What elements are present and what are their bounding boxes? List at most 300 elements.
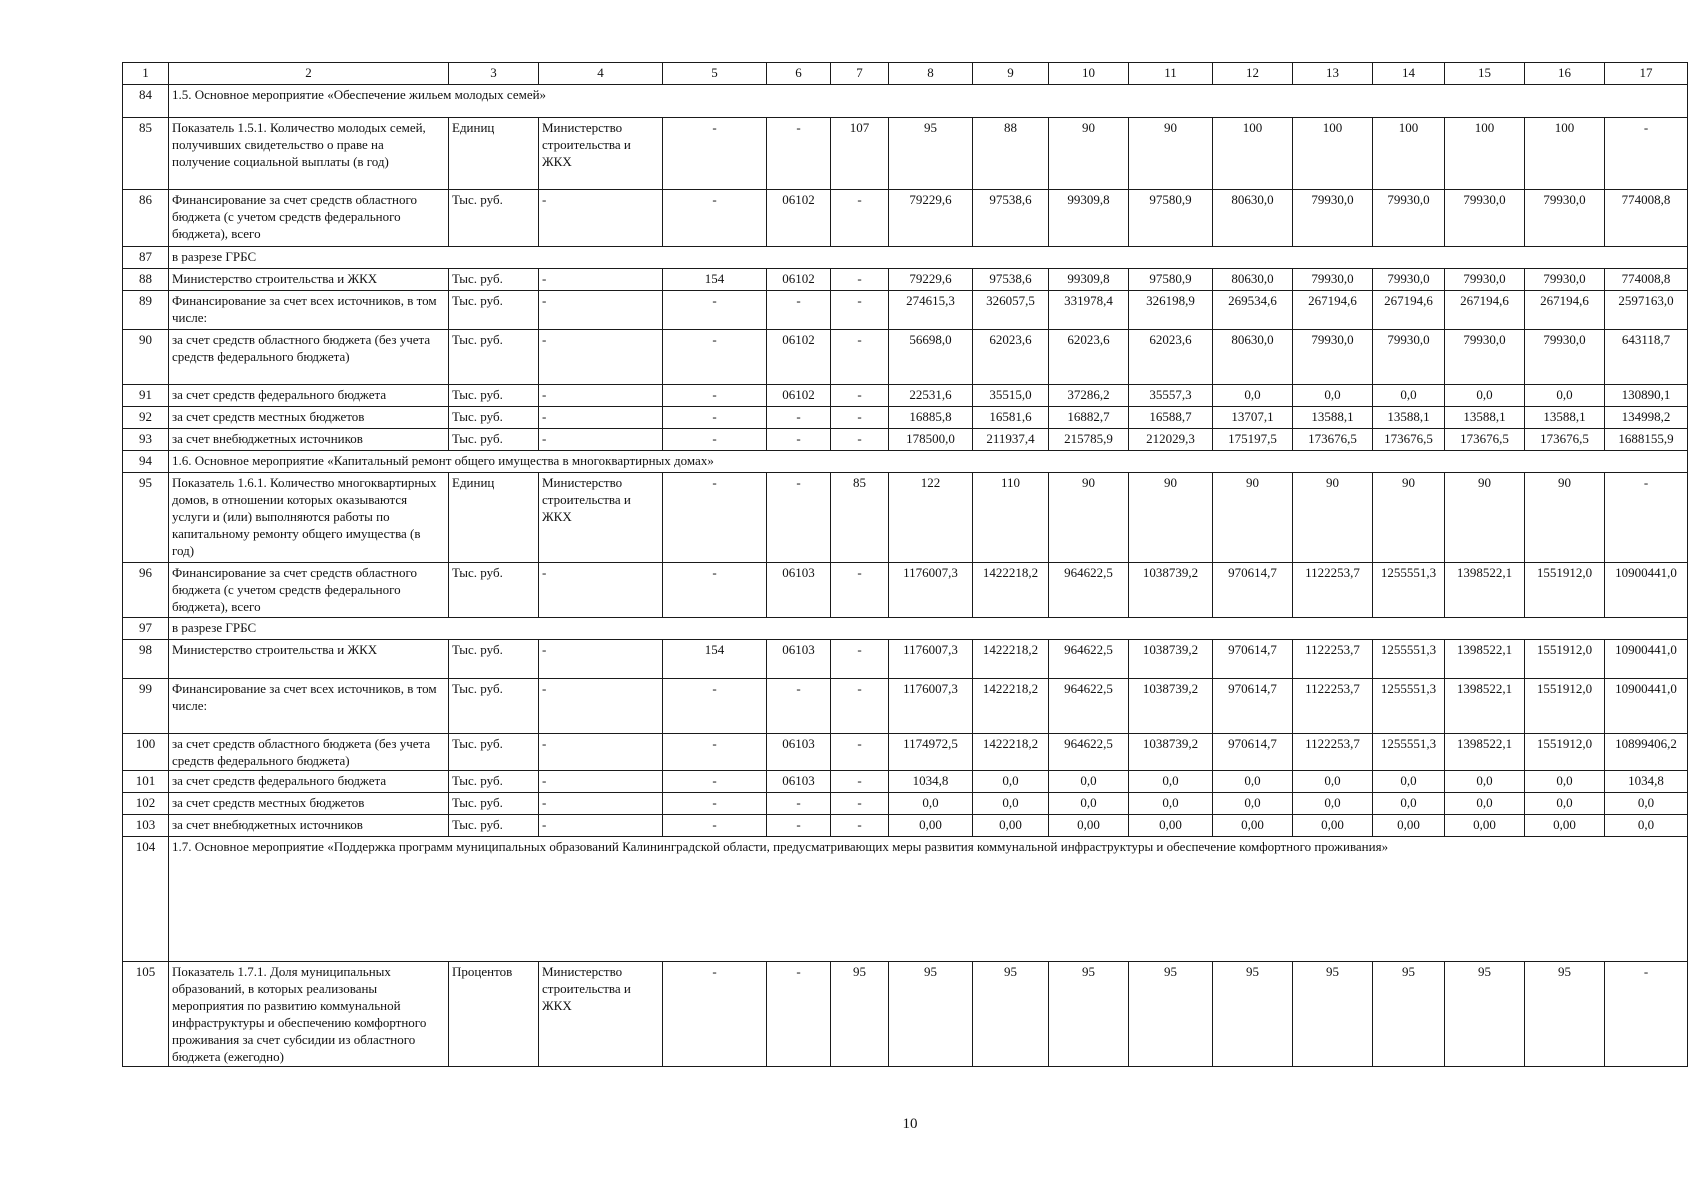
table-cell: 1398522,1: [1445, 679, 1525, 734]
table-cell: -: [539, 771, 663, 793]
table-cell: 79930,0: [1445, 190, 1525, 247]
row-number: 86: [123, 190, 169, 247]
table-cell: 16885,8: [889, 407, 973, 429]
table-cell: -: [663, 962, 767, 1067]
table-cell: 1176007,3: [889, 640, 973, 679]
table-cell: 95: [1129, 962, 1213, 1067]
table-cell: 79930,0: [1445, 269, 1525, 291]
table-cell: 88: [973, 118, 1049, 190]
table-cell: 1122253,7: [1293, 563, 1373, 618]
table-cell: 267194,6: [1445, 291, 1525, 330]
row-number: 85: [123, 118, 169, 190]
table-cell: 134998,2: [1605, 407, 1688, 429]
table-cell: -: [831, 640, 889, 679]
table-cell: 0,0: [1373, 771, 1445, 793]
row-number: 99: [123, 679, 169, 734]
table-cell: 97580,9: [1129, 269, 1213, 291]
table-cell: -: [663, 815, 767, 837]
table-cell: -: [831, 330, 889, 385]
table-cell: 100: [1525, 118, 1605, 190]
table-cell: 10899406,2: [1605, 734, 1688, 771]
table-cell: 0,0: [1129, 793, 1213, 815]
table-cell: Тыс. руб.: [449, 640, 539, 679]
table-cell: -: [831, 771, 889, 793]
table-row: [123, 618, 1688, 640]
table-cell: 110: [973, 473, 1049, 563]
row-label: Финансирование за счет средств областного бюджета (с учетом средств федерального бюджета), всего: [169, 190, 449, 247]
table-cell: 10900441,0: [1605, 640, 1688, 679]
section-title: в разрезе ГРБС: [169, 247, 1688, 269]
table-cell: 95: [1293, 962, 1373, 1067]
table-cell: 0,0: [1525, 385, 1605, 407]
table-row: [123, 473, 1688, 563]
table-cell: 35557,3: [1129, 385, 1213, 407]
table-cell: 1176007,3: [889, 679, 973, 734]
row-label: за счет средств областного бюджета (без учета средств федерального бюджета): [169, 330, 449, 385]
row-number: 97: [123, 618, 169, 640]
table-cell: -: [831, 291, 889, 330]
row-label: за счет внебюджетных источников: [169, 429, 449, 451]
table-cell: -: [663, 190, 767, 247]
table-row: [123, 429, 1688, 451]
table-cell: 90: [1129, 473, 1213, 563]
table-cell: 0,0: [1605, 815, 1688, 837]
table-cell: 964622,5: [1049, 640, 1129, 679]
row-label: за счет средств местных бюджетов: [169, 407, 449, 429]
table-cell: -: [831, 269, 889, 291]
table-cell: 95: [973, 962, 1049, 1067]
table-cell: 0,00: [1213, 815, 1293, 837]
table-cell: 62023,6: [1129, 330, 1213, 385]
row-number: 90: [123, 330, 169, 385]
table-cell: 13588,1: [1525, 407, 1605, 429]
table-cell: 1255551,3: [1373, 563, 1445, 618]
table-cell: 1688155,9: [1605, 429, 1688, 451]
table-cell: 0,0: [973, 771, 1049, 793]
table-cell: 774008,8: [1605, 190, 1688, 247]
row-label: Министерство строительства и ЖКХ: [169, 640, 449, 679]
section-title: 1.7. Основное мероприятие «Поддержка программ муниципальных образований Калининградской области, предусматривающих меры развития коммунальной инфраструктуры и обеспечение комфортного проживания»: [169, 837, 1688, 962]
table-cell: 0,0: [1445, 385, 1525, 407]
row-label: за счет внебюджетных источников: [169, 815, 449, 837]
page-number: 10: [902, 1116, 918, 1132]
table-cell: 06103: [767, 563, 831, 618]
table-cell: 0,00: [1373, 815, 1445, 837]
row-number: 104: [123, 837, 169, 962]
table-cell: -: [831, 385, 889, 407]
table-row: [123, 563, 1688, 618]
table-cell: 62023,6: [1049, 330, 1129, 385]
table-cell: -: [663, 793, 767, 815]
table-cell: 62023,6: [973, 330, 1049, 385]
table-cell: 0,0: [1049, 793, 1129, 815]
table-cell: 13588,1: [1445, 407, 1525, 429]
header-cell: 3: [449, 63, 539, 85]
table-cell: 1174972,5: [889, 734, 973, 771]
table-cell: -: [663, 771, 767, 793]
table-cell: -: [1605, 118, 1688, 190]
table-cell: 0,0: [1525, 793, 1605, 815]
table-cell: 79930,0: [1525, 269, 1605, 291]
row-number: 94: [123, 451, 169, 473]
table-cell: 1551912,0: [1525, 640, 1605, 679]
table-cell: Министерство строительства и ЖКХ: [539, 962, 663, 1067]
row-number: 87: [123, 247, 169, 269]
table-cell: 0,0: [1049, 771, 1129, 793]
table-cell: 35515,0: [973, 385, 1049, 407]
table-cell: 1422218,2: [973, 679, 1049, 734]
table-cell: 0,00: [1445, 815, 1525, 837]
row-number: 88: [123, 269, 169, 291]
table-cell: 212029,3: [1129, 429, 1213, 451]
table-cell: 0,0: [1373, 385, 1445, 407]
table-cell: 274615,3: [889, 291, 973, 330]
table-cell: 06102: [767, 269, 831, 291]
table-cell: 16588,7: [1129, 407, 1213, 429]
table-cell: 326057,5: [973, 291, 1049, 330]
table-cell: Тыс. руб.: [449, 190, 539, 247]
table-row: [123, 734, 1688, 771]
table-cell: 90: [1213, 473, 1293, 563]
table-cell: -: [663, 563, 767, 618]
table-cell: Министерство строительства и ЖКХ: [539, 473, 663, 563]
table-row: [123, 330, 1688, 385]
table-cell: 16882,7: [1049, 407, 1129, 429]
table-cell: -: [539, 269, 663, 291]
row-label: Показатель 1.7.1. Доля муниципальных образований, в которых реализованы мероприятия по развитию коммунальной инфраструктуры и обеспечению комфортного проживания за счет субсидии из областного бюджета (ежегодно): [169, 962, 449, 1067]
table-cell: Единиц: [449, 473, 539, 563]
row-number: 105: [123, 962, 169, 1067]
table-cell: 06102: [767, 385, 831, 407]
header-cell: 10: [1049, 63, 1129, 85]
table-cell: 1038739,2: [1129, 563, 1213, 618]
table-cell: 90: [1049, 473, 1129, 563]
table-cell: 0,0: [973, 793, 1049, 815]
table-cell: -: [663, 734, 767, 771]
table-cell: 267194,6: [1373, 291, 1445, 330]
table-cell: 1422218,2: [973, 734, 1049, 771]
row-number: 93: [123, 429, 169, 451]
table-cell: 178500,0: [889, 429, 973, 451]
table-cell: Процентов: [449, 962, 539, 1067]
table-cell: 79229,6: [889, 269, 973, 291]
table-cell: Тыс. руб.: [449, 330, 539, 385]
table-cell: Тыс. руб.: [449, 385, 539, 407]
table-cell: 1398522,1: [1445, 640, 1525, 679]
table-cell: 173676,5: [1373, 429, 1445, 451]
table-cell: 0,0: [1129, 771, 1213, 793]
header-cell: 14: [1373, 63, 1445, 85]
table-cell: -: [539, 640, 663, 679]
table-cell: Тыс. руб.: [449, 734, 539, 771]
table-cell: -: [539, 385, 663, 407]
table-cell: 95: [1445, 962, 1525, 1067]
table-cell: 331978,4: [1049, 291, 1129, 330]
table-row: [123, 962, 1688, 1067]
table-cell: 1034,8: [1605, 771, 1688, 793]
table-cell: Тыс. руб.: [449, 407, 539, 429]
table-cell: 85: [831, 473, 889, 563]
table-cell: 970614,7: [1213, 734, 1293, 771]
table-cell: -: [663, 385, 767, 407]
table-cell: -: [539, 563, 663, 618]
table-cell: 06103: [767, 734, 831, 771]
table-row: [123, 793, 1688, 815]
header-cell: 5: [663, 63, 767, 85]
table-cell: Тыс. руб.: [449, 563, 539, 618]
table-row: [123, 771, 1688, 793]
table-cell: 1551912,0: [1525, 734, 1605, 771]
table-cell: 173676,5: [1293, 429, 1373, 451]
row-number: 96: [123, 563, 169, 618]
table-cell: 1398522,1: [1445, 563, 1525, 618]
table-cell: 99309,8: [1049, 190, 1129, 247]
table-cell: 970614,7: [1213, 679, 1293, 734]
table-cell: -: [1605, 962, 1688, 1067]
table-cell: 79930,0: [1293, 330, 1373, 385]
table-row: [123, 269, 1688, 291]
table-cell: 0,0: [1293, 385, 1373, 407]
table-row: [123, 679, 1688, 734]
table-cell: -: [663, 118, 767, 190]
table-row: [123, 407, 1688, 429]
row-number: 84: [123, 85, 169, 118]
table-cell: 90: [1049, 118, 1129, 190]
table-cell: 964622,5: [1049, 679, 1129, 734]
table-cell: 0,0: [1213, 771, 1293, 793]
program-table: [122, 62, 1688, 1067]
row-number: 98: [123, 640, 169, 679]
table-cell: -: [663, 330, 767, 385]
table-cell: 79930,0: [1525, 190, 1605, 247]
table-cell: 0,00: [889, 815, 973, 837]
header-cell: 16: [1525, 63, 1605, 85]
table-cell: -: [539, 734, 663, 771]
header-cell: 17: [1605, 63, 1688, 85]
table-cell: -: [831, 407, 889, 429]
row-label: Финансирование за счет всех источников, в том числе:: [169, 679, 449, 734]
table-cell: 1038739,2: [1129, 640, 1213, 679]
table-cell: 97538,6: [973, 190, 1049, 247]
table-cell: 13588,1: [1373, 407, 1445, 429]
table-cell: -: [539, 190, 663, 247]
header-row: [123, 63, 1688, 85]
table-cell: 100: [1445, 118, 1525, 190]
row-label: Министерство строительства и ЖКХ: [169, 269, 449, 291]
table-cell: 0,00: [1525, 815, 1605, 837]
table-cell: Тыс. руб.: [449, 291, 539, 330]
table-cell: -: [663, 679, 767, 734]
table-row: [123, 451, 1688, 473]
table-cell: -: [539, 330, 663, 385]
table-cell: 79930,0: [1373, 330, 1445, 385]
table-cell: 267194,6: [1293, 291, 1373, 330]
table-cell: 79930,0: [1293, 190, 1373, 247]
table-cell: 10900441,0: [1605, 563, 1688, 618]
table-cell: Тыс. руб.: [449, 771, 539, 793]
table-cell: -: [539, 793, 663, 815]
table-cell: 1422218,2: [973, 563, 1049, 618]
header-cell: 8: [889, 63, 973, 85]
table-cell: 122: [889, 473, 973, 563]
table-row: [123, 118, 1688, 190]
table-cell: -: [767, 291, 831, 330]
table-cell: 95: [1213, 962, 1293, 1067]
table-cell: 1034,8: [889, 771, 973, 793]
table-cell: 0,0: [1213, 793, 1293, 815]
table-cell: -: [831, 734, 889, 771]
table-row: [123, 85, 1688, 118]
table-cell: -: [539, 291, 663, 330]
table-cell: -: [831, 429, 889, 451]
table-cell: -: [767, 793, 831, 815]
table-cell: -: [767, 473, 831, 563]
table-cell: -: [831, 679, 889, 734]
table-cell: 215785,9: [1049, 429, 1129, 451]
table-cell: Тыс. руб.: [449, 793, 539, 815]
table-cell: 0,0: [1445, 793, 1525, 815]
table-cell: 1255551,3: [1373, 679, 1445, 734]
table-cell: -: [663, 429, 767, 451]
table-cell: 97538,6: [973, 269, 1049, 291]
table-row: [123, 815, 1688, 837]
table-cell: 100: [1213, 118, 1293, 190]
header-cell: 11: [1129, 63, 1213, 85]
row-number: 92: [123, 407, 169, 429]
table-row: [123, 291, 1688, 330]
table-cell: 1122253,7: [1293, 679, 1373, 734]
table-cell: 79930,0: [1525, 330, 1605, 385]
table-cell: 95: [889, 118, 973, 190]
header-cell: 4: [539, 63, 663, 85]
table-cell: 99309,8: [1049, 269, 1129, 291]
table-cell: 0,0: [1293, 771, 1373, 793]
table-cell: -: [767, 679, 831, 734]
table-cell: 95: [889, 962, 973, 1067]
table-cell: 80630,0: [1213, 330, 1293, 385]
table-cell: 267194,6: [1525, 291, 1605, 330]
table-cell: 107: [831, 118, 889, 190]
table-cell: Тыс. руб.: [449, 429, 539, 451]
row-label: Финансирование за счет средств областного бюджета (с учетом средств федерального бюджета), всего: [169, 563, 449, 618]
table-cell: 95: [1525, 962, 1605, 1067]
table-cell: 1422218,2: [973, 640, 1049, 679]
table-cell: Тыс. руб.: [449, 269, 539, 291]
table-cell: -: [663, 407, 767, 429]
row-number: 100: [123, 734, 169, 771]
table-cell: 22531,6: [889, 385, 973, 407]
table-cell: 0,0: [889, 793, 973, 815]
table-cell: 970614,7: [1213, 640, 1293, 679]
table-cell: 16581,6: [973, 407, 1049, 429]
table-cell: 79229,6: [889, 190, 973, 247]
row-label: за счет средств областного бюджета (без учета средств федерального бюджета): [169, 734, 449, 771]
table-cell: 06102: [767, 330, 831, 385]
table-cell: 79930,0: [1373, 269, 1445, 291]
table-cell: 79930,0: [1373, 190, 1445, 247]
table-cell: Единиц: [449, 118, 539, 190]
table-cell: -: [539, 429, 663, 451]
table-cell: 211937,4: [973, 429, 1049, 451]
table-cell: 1255551,3: [1373, 734, 1445, 771]
row-number: 89: [123, 291, 169, 330]
table-cell: 90: [1445, 473, 1525, 563]
table-cell: 2597163,0: [1605, 291, 1688, 330]
table-cell: 154: [663, 640, 767, 679]
table-cell: -: [767, 429, 831, 451]
table-cell: 0,00: [1129, 815, 1213, 837]
table-cell: -: [1605, 473, 1688, 563]
header-cell: 9: [973, 63, 1049, 85]
section-title: в разрезе ГРБС: [169, 618, 1688, 640]
table-row: [123, 837, 1688, 962]
header-cell: 2: [169, 63, 449, 85]
row-number: 102: [123, 793, 169, 815]
header-cell: 1: [123, 63, 169, 85]
section-title: 1.5. Основное мероприятие «Обеспечение жильем молодых семей»: [169, 85, 1688, 118]
table-cell: -: [831, 563, 889, 618]
table-cell: 90: [1373, 473, 1445, 563]
table-cell: 774008,8: [1605, 269, 1688, 291]
table-cell: 0,0: [1445, 771, 1525, 793]
table-cell: -: [767, 815, 831, 837]
table-body: [123, 63, 1688, 1067]
table-cell: 37286,2: [1049, 385, 1129, 407]
table-cell: 970614,7: [1213, 563, 1293, 618]
row-number: 101: [123, 771, 169, 793]
table-cell: 326198,9: [1129, 291, 1213, 330]
table-cell: 0,0: [1373, 793, 1445, 815]
table-cell: Тыс. руб.: [449, 679, 539, 734]
table-cell: 1176007,3: [889, 563, 973, 618]
table-cell: -: [663, 291, 767, 330]
table-cell: -: [831, 190, 889, 247]
table-cell: 1398522,1: [1445, 734, 1525, 771]
table-cell: 79930,0: [1445, 330, 1525, 385]
table-cell: 90: [1293, 473, 1373, 563]
row-label: за счет средств федерального бюджета: [169, 771, 449, 793]
table-cell: 100: [1293, 118, 1373, 190]
table-cell: 79930,0: [1293, 269, 1373, 291]
table-cell: 95: [1373, 962, 1445, 1067]
table-cell: 1551912,0: [1525, 679, 1605, 734]
header-cell: 7: [831, 63, 889, 85]
table-cell: 90: [1129, 118, 1213, 190]
table-cell: 1038739,2: [1129, 734, 1213, 771]
table-cell: 0,0: [1293, 793, 1373, 815]
row-number: 103: [123, 815, 169, 837]
table-cell: 0,0: [1525, 771, 1605, 793]
row-label: Показатель 1.5.1. Количество молодых семей, получивших свидетельство о праве на получение социальной выплаты (в год): [169, 118, 449, 190]
table-cell: 1551912,0: [1525, 563, 1605, 618]
table-cell: 0,0: [1213, 385, 1293, 407]
table-cell: 90: [1525, 473, 1605, 563]
table-row: [123, 385, 1688, 407]
table-cell: -: [767, 118, 831, 190]
row-label: за счет средств федерального бюджета: [169, 385, 449, 407]
table-cell: 269534,6: [1213, 291, 1293, 330]
table-cell: 56698,0: [889, 330, 973, 385]
table-cell: 643118,7: [1605, 330, 1688, 385]
table-cell: -: [539, 407, 663, 429]
table-cell: 0,00: [1049, 815, 1129, 837]
table-cell: 10900441,0: [1605, 679, 1688, 734]
row-label: за счет средств местных бюджетов: [169, 793, 449, 815]
table-cell: 80630,0: [1213, 269, 1293, 291]
table-cell: Министерство строительства и ЖКХ: [539, 118, 663, 190]
table-cell: 964622,5: [1049, 563, 1129, 618]
table-cell: 95: [1049, 962, 1129, 1067]
